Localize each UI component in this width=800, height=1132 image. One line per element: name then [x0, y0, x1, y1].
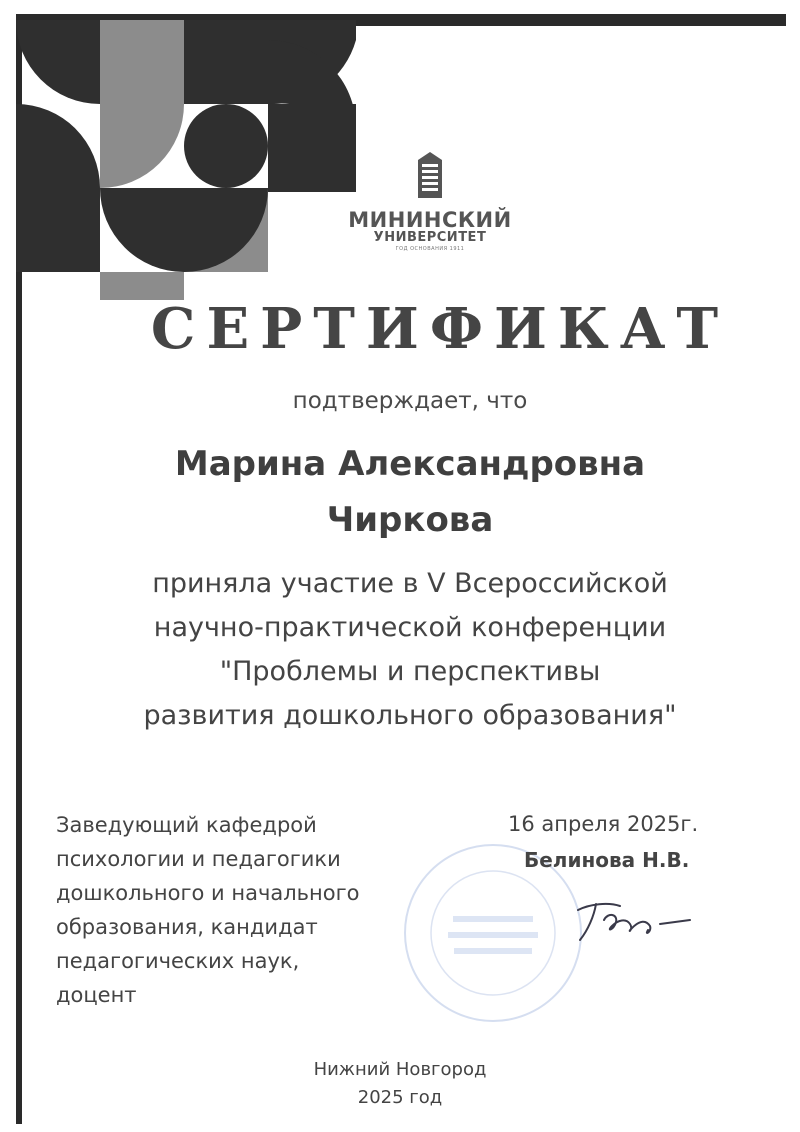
- deco-quarter-circle: [100, 188, 184, 272]
- deco-square: [16, 188, 100, 272]
- position-line: психологии и педагогики: [56, 847, 341, 871]
- deco-quarter-circle: [16, 20, 100, 104]
- recipient-name-line1: Марина Александровна: [174, 444, 646, 484]
- footer: [250, 1056, 550, 1112]
- recipient-name-line2: Чиркова: [326, 500, 494, 540]
- footer-year: 2025 год: [357, 1087, 443, 1108]
- participation-line: "Проблемы и перспективы: [219, 656, 601, 687]
- position-line: дошкольного и начального: [56, 881, 360, 905]
- participation-line: научно-практической конференции: [153, 612, 667, 643]
- position-line: Заведующий кафедрой: [56, 813, 317, 837]
- position-line: педагогических наук,: [56, 949, 300, 973]
- deco-square: [184, 20, 268, 104]
- deco-quarter-circle: [16, 104, 100, 188]
- logo-name-line1: МИНИНСКИЙ: [348, 208, 512, 232]
- signer-position: [56, 808, 416, 1012]
- issue-date: 16 апреля 2025г.: [508, 812, 699, 836]
- deco-circle: [184, 104, 268, 188]
- participation-text: [80, 562, 740, 738]
- footer-city: Нижний Новгород: [313, 1059, 487, 1080]
- confirms-text: подтверждает, что: [292, 388, 528, 414]
- position-line: образования, кандидат: [56, 915, 318, 939]
- handwritten-signature: [560, 890, 710, 950]
- participation-line: приняла участие в V Всероссийской: [152, 568, 668, 599]
- deco-square: [100, 20, 184, 104]
- participation-line: развития дошкольного образования": [143, 700, 677, 731]
- decorative-pattern: [16, 20, 376, 300]
- logo-name-line2: УНИВЕРСИТЕТ: [373, 230, 487, 245]
- university-logo: [330, 150, 530, 252]
- certificate-title: СЕРТИФИКАТ: [150, 296, 730, 362]
- signer-name: Белинова Н.В.: [524, 848, 690, 872]
- recipient-name: [80, 436, 740, 548]
- logo-founded: ГОД ОСНОВАНИЯ 1911: [395, 246, 465, 252]
- position-line: доцент: [56, 983, 137, 1007]
- tower-icon: [412, 150, 448, 200]
